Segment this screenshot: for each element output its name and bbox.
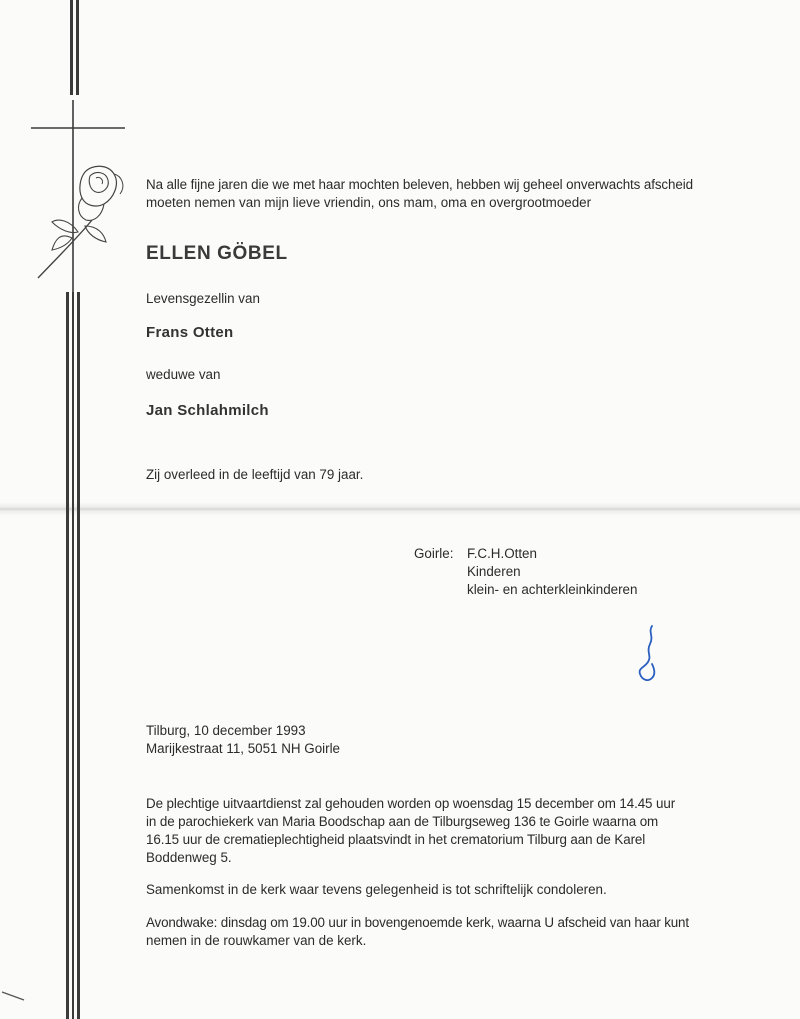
family-line-3: klein- en achterkleinkinderen bbox=[467, 582, 638, 597]
family-line-2: Kinderen bbox=[467, 564, 521, 579]
cross-lower-rule-right bbox=[77, 292, 80, 1019]
rose-icon bbox=[30, 160, 130, 285]
address-line: Marijkestraat 11, 5051 NH Goirle bbox=[146, 741, 340, 756]
partner-label: Levensgezellin van bbox=[146, 291, 260, 306]
service-line-4: Boddenweg 5. bbox=[146, 850, 232, 865]
date-line: Tilburg, 10 december 1993 bbox=[146, 723, 306, 738]
paper-fold bbox=[0, 502, 800, 516]
deceased-name: ELLEN GÖBEL bbox=[146, 243, 288, 264]
wake-line-1: Avondwake: dinsdag om 19.00 uur in bovengenoemde kerk, waarna U afscheid van haar kunt bbox=[146, 915, 689, 930]
cross-lower-rule-left bbox=[66, 292, 69, 1019]
service-line-2: in de parochiekerk van Maria Boodschap aan de Tilburgseweg 136 te Goirle waarna om bbox=[146, 814, 659, 829]
gathering-line: Samenkomst in de kerk waar tevens gelegenheid is tot schriftelijk condoleren. bbox=[146, 882, 607, 897]
wake-line-2: nemen in de rouwkamer van de kerk. bbox=[146, 933, 367, 948]
cross-lower-rule-mid bbox=[72, 292, 74, 1019]
service-line-1: De plechtige uitvaartdienst zal gehouden worden op woensdag 15 december om 14.45 uur bbox=[146, 796, 676, 811]
service-line-3: 16.15 uur de crematieplechtigheid plaatsvindt in het crematorium Tilburg aan de Karel bbox=[146, 832, 646, 847]
intro-line-1: Na alle fijne jaren die we met haar mochten beleven, hebben wij geheel onverwachts afscheid bbox=[146, 177, 693, 192]
signature-mark bbox=[628, 622, 668, 692]
intro-line-2: moeten nemen van mijn lieve vriendin, ons mam, oma en overgrootmoeder bbox=[146, 195, 592, 210]
family-place: Goirle: bbox=[414, 546, 454, 561]
family-line-1: F.C.H.Otten bbox=[467, 546, 537, 561]
partner-name: Frans Otten bbox=[146, 324, 234, 341]
cross-upper-rule-left bbox=[70, 0, 73, 95]
cross-upper-rule-right bbox=[76, 0, 79, 95]
late-husband-name: Jan Schlahmilch bbox=[146, 402, 269, 419]
widow-label: weduwe van bbox=[146, 367, 221, 382]
age-statement: Zij overleed in de leeftijd van 79 jaar. bbox=[146, 467, 364, 482]
corner-mark bbox=[0, 988, 30, 1008]
